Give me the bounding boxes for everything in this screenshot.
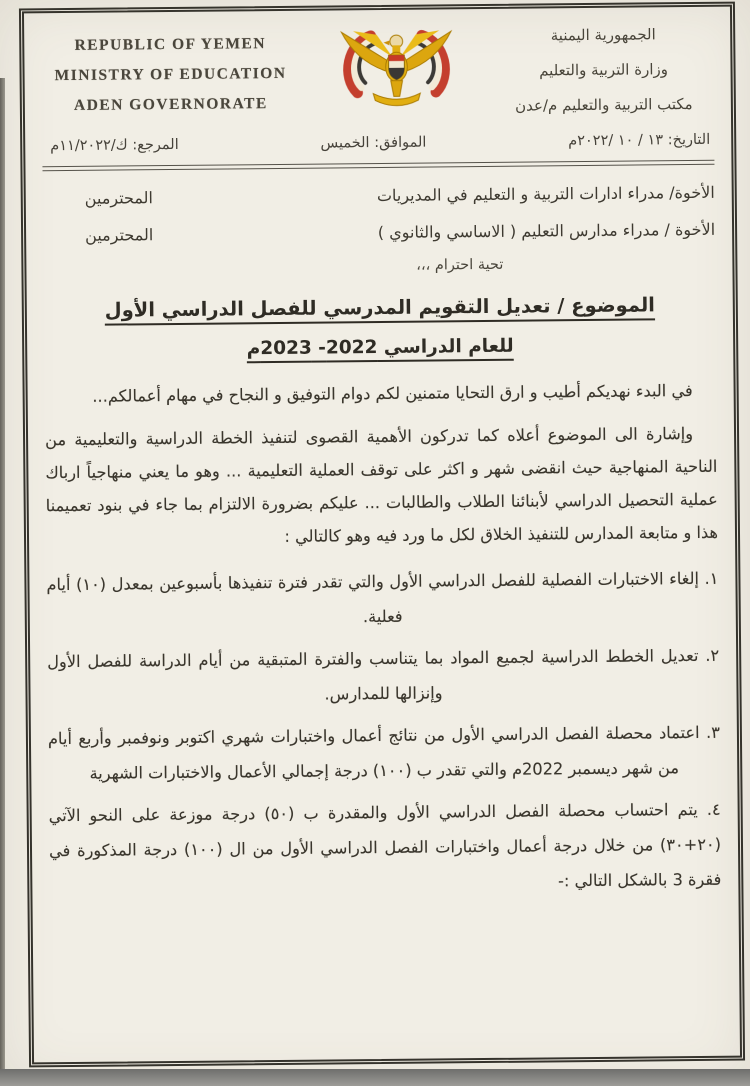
recipient-text: الأخوة / مدراء مدارس التعليم ( الاساسي والثانوي ) [377, 219, 716, 243]
body-paragraph: في البدء نهديكم أطيب و ارق التحايا متمنين لكم دوام التوفيق و النجاح في مهام أعمالكم... [92, 381, 693, 406]
page-tilt-wrapper [19, 2, 745, 1068]
reference-field: المرجع: ك/١١/٢٠٢٢م [50, 136, 179, 155]
recipient-row [43, 174, 715, 217]
letterhead-english-line: ADEN GOVERNORATE [73, 95, 268, 114]
list-item: ١. إلغاء الاختبارات الفصلية للفصل الدراسي الأول والتي تقدر فترة تنفيذها بأسبوعين بمعدل (١٠) أيام فعلية. [46, 568, 719, 627]
subject-line-2: للعام الدراسي 2022- 2023م [246, 335, 514, 360]
letterhead-english [41, 19, 300, 121]
recipient-row [43, 211, 715, 254]
scan-left-edge [0, 78, 5, 1072]
list-item: ٣. اعتماد محصلة الفصل الدراسي الأول من نتائج أعمال واختبارات شهري اكتوبر ونوفمبر وأربع أيام من شهر ديسمبر 2022م والتي تقدر ب (١٠٠) درجة إجمالي الأعمال والاختبارات الشهرية [47, 722, 721, 783]
list-item: ٤. يتم احتساب محصلة الفصل الدراسي الأول والمقدرة ب (٥٠) درجة موزعة على النحو الآتي (٢٠+٣٠) من خلال درجة أعمال واختبارات الفصل الدراسي الأول من ال (١٠٠) درجة المذكورة في فقرة 3 بالشكل التالي :- [48, 799, 722, 891]
letterhead-english-line: REPUBLIC OF YEMEN [74, 35, 267, 54]
document-frame [19, 2, 745, 1068]
header-divider [42, 160, 714, 171]
weekday-field: الموافق: الخميس [320, 134, 427, 152]
greeting-line: تحية احترام ،،، [416, 256, 504, 274]
recipients-block [43, 174, 716, 284]
letterhead-arabic-line: وزارة التربية والتعليم [539, 60, 669, 80]
recipient-honorific: المحترمين [85, 225, 154, 245]
scan-bottom-edge [0, 1069, 750, 1086]
resolution-list [46, 561, 721, 903]
subject-line-1: الموضوع / تعديل التقويم المدرسي للفصل الدراسي الأول [104, 293, 656, 322]
date-field: التاريخ: ١٣ / ١٠ /٢٠٢٢م [568, 131, 711, 150]
letterhead-arabic-line: الجمهورية اليمنية [550, 25, 656, 45]
recipient-text: الأخوة/ مدراء ادارات التربية و التعليم في المديريات [376, 182, 715, 206]
recipient-honorific: المحترمين [84, 188, 153, 208]
letterhead [41, 15, 714, 131]
letterhead-arabic-line: مكتب التربية والتعليم م/عدن [515, 94, 693, 115]
subject-heading [44, 284, 717, 370]
list-item: ٢. تعديل الخطط الدراسية لجميع المواد بما يتناسب والفترة المتبقية من أيام الدراسة للفصل الأول وإنزالها للمدارس. [47, 645, 720, 704]
yemen-coat-of-arms-icon [321, 17, 472, 124]
letterhead-english-line: MINISTRY OF EDUCATION [54, 64, 287, 85]
letterhead-arabic [493, 15, 714, 124]
date-row [42, 127, 714, 159]
body-paragraph: وإشارة الى الموضوع أعلاه كما تدركون الأهمية القصوى لتنفيذ الخطة الدراسية والتعليمية من الناحية المنهاجية حيث انقضى شهر و اكثر على توقف العملية التعليمية ... وهو ما يعني منهاجياً ارباك عملية التحصيل الدراسي لأبنائنا الطلاب والطالبات ... عليكم بضرورة الالتزام بما جاء في بنود تعميمنا هذا و متابعة المدارس للتنفيذ الخلاق لكل ما ورد فيه وهو كالتالي : [44, 424, 719, 546]
